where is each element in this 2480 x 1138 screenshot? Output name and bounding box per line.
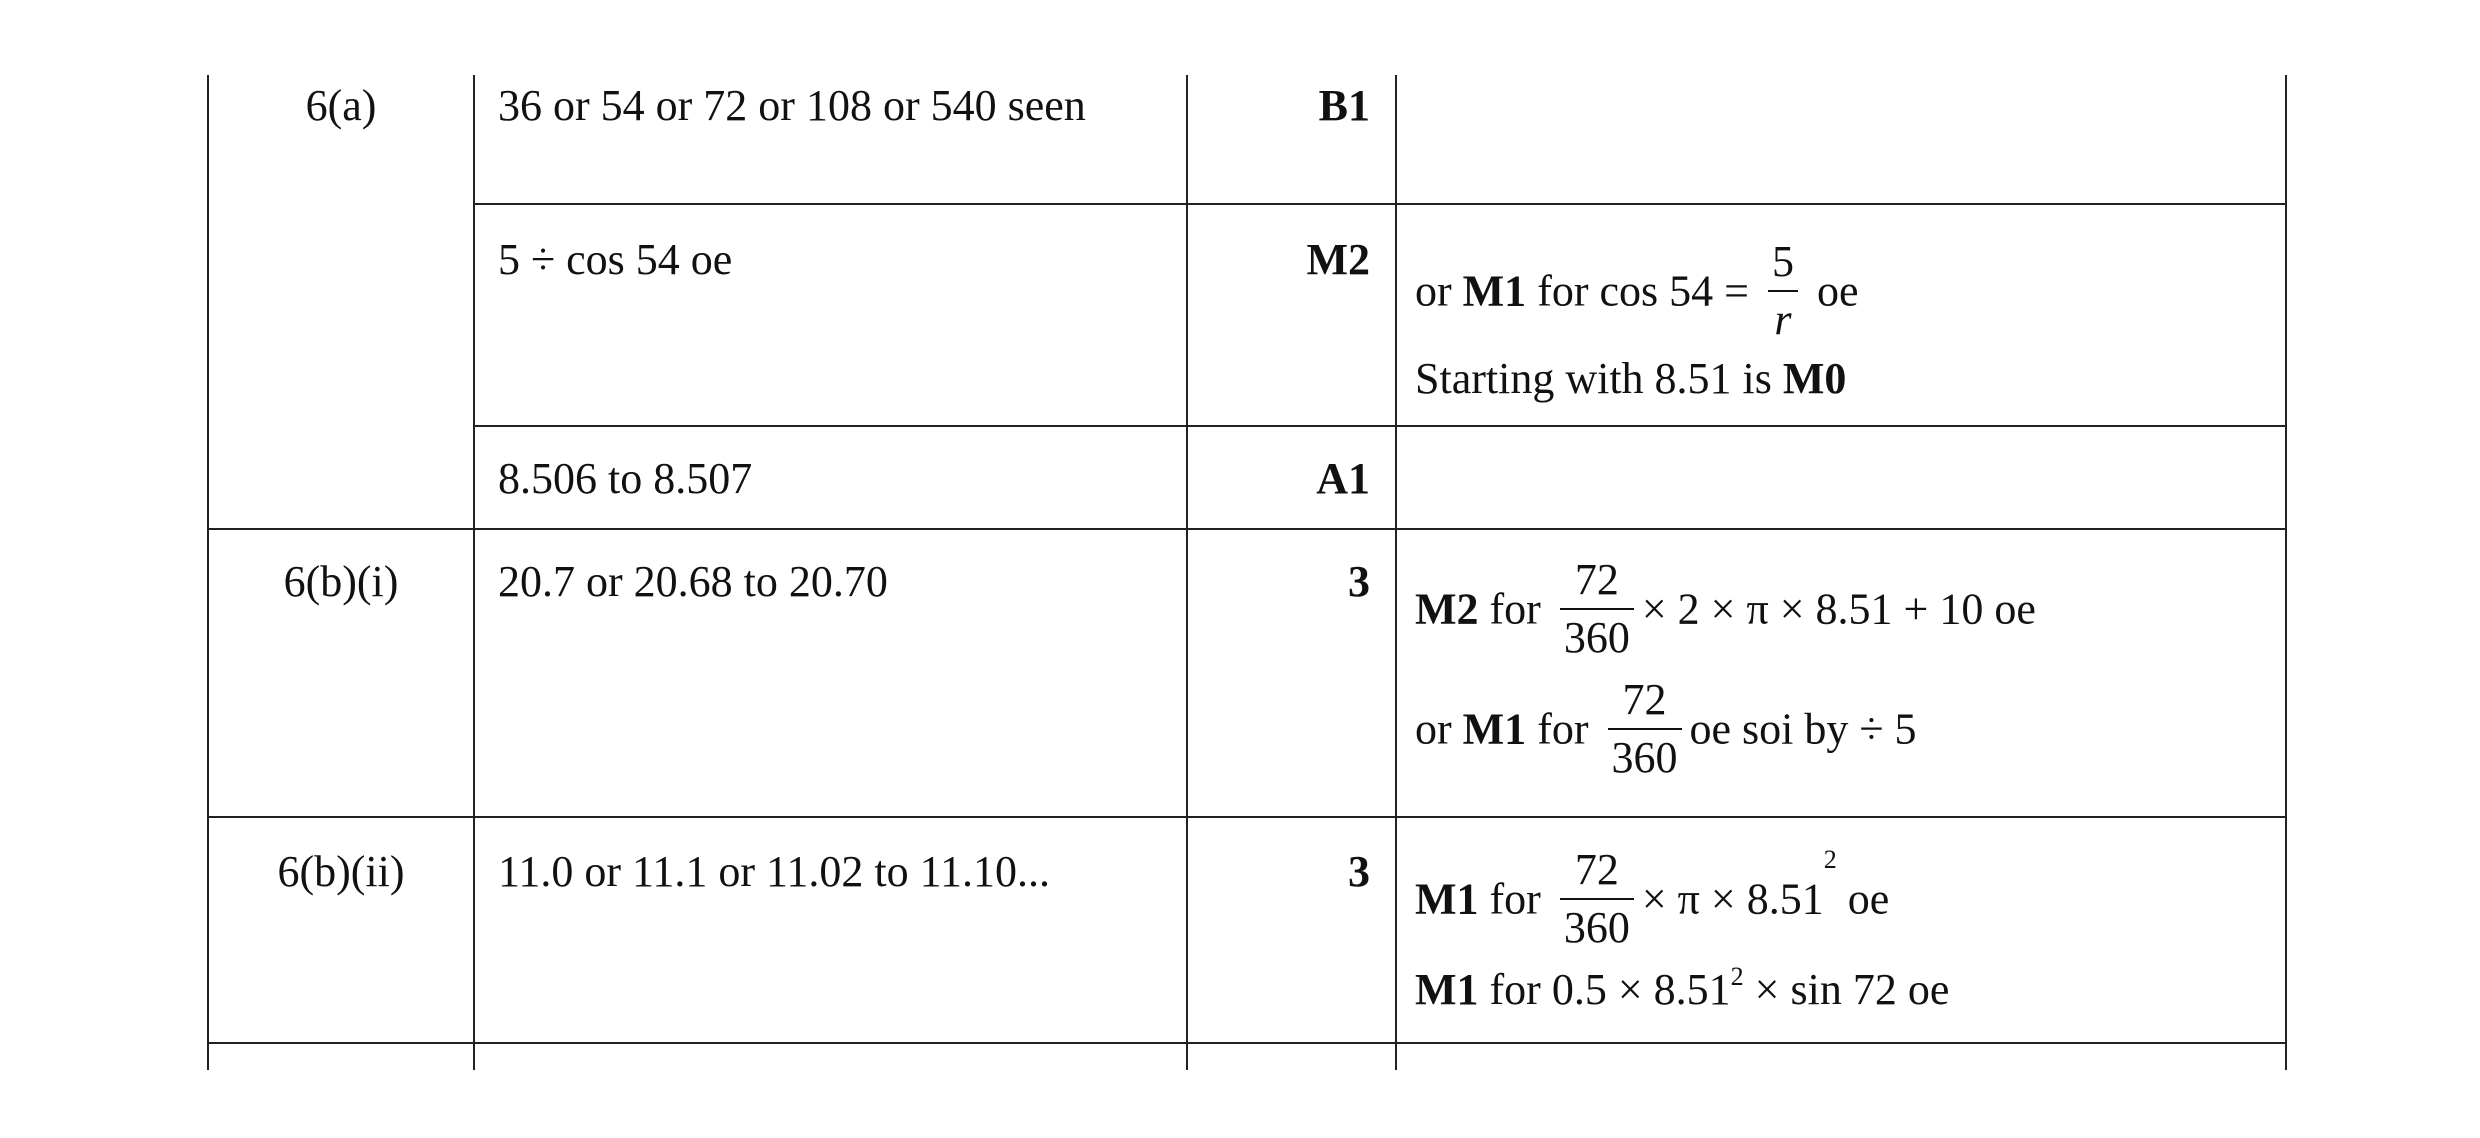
fraction bbox=[1560, 556, 1634, 663]
column-divider-marks bbox=[1395, 75, 1397, 1070]
guidance-line bbox=[1415, 675, 1917, 787]
guidance-text: × 2 × π × 8.51 + 10 oe bbox=[1641, 584, 2036, 634]
guidance-text: for bbox=[1478, 874, 1552, 924]
mark-code: 3 bbox=[1348, 557, 1370, 606]
mark-code-inline: M0 bbox=[1782, 354, 1847, 403]
mark-code-inline: M1 bbox=[1415, 965, 1479, 1014]
row-divider bbox=[207, 528, 2287, 530]
fraction-numerator: 5 bbox=[1768, 238, 1798, 292]
guidance-text: oe soi by ÷ 5 bbox=[1689, 704, 1917, 754]
answer-text: 36 or 54 or 72 or 108 or 540 seen bbox=[498, 81, 1086, 130]
guidance-text: for bbox=[1526, 704, 1600, 754]
guidance-text: for bbox=[1478, 584, 1552, 634]
row-divider bbox=[207, 816, 2287, 818]
guidance-text: oe bbox=[1805, 266, 1859, 316]
fraction-denominator: 360 bbox=[1611, 733, 1678, 783]
mark-code-inline: M1 bbox=[1462, 704, 1527, 754]
row-divider bbox=[207, 1042, 2287, 1044]
fraction-denominator: r bbox=[1774, 295, 1792, 345]
guidance-text: × π × 8.51 bbox=[1641, 874, 1824, 924]
column-divider-question bbox=[473, 75, 475, 1070]
guidance-text: or bbox=[1415, 704, 1463, 754]
fraction-denominator: 360 bbox=[1563, 613, 1630, 663]
guidance-line bbox=[1415, 962, 1950, 1014]
mark-code: B1 bbox=[1318, 81, 1370, 130]
question-label: 6(b)(ii) bbox=[277, 847, 405, 896]
guidance-line bbox=[1415, 845, 1890, 957]
guidance-line bbox=[1415, 354, 1847, 403]
mark-code: A1 bbox=[1316, 454, 1370, 503]
guidance-text: or bbox=[1415, 266, 1463, 316]
answer-text: 8.506 to 8.507 bbox=[498, 454, 753, 503]
fraction bbox=[1768, 238, 1798, 345]
fraction bbox=[1560, 846, 1634, 953]
fraction bbox=[1608, 676, 1682, 783]
question-label: 6(b)(i) bbox=[283, 557, 399, 606]
mark-code: 3 bbox=[1348, 847, 1370, 896]
fraction-numerator: 72 bbox=[1560, 846, 1634, 900]
answer-text: 5 ÷ cos 54 oe bbox=[498, 235, 733, 284]
mark-code-inline: M1 bbox=[1462, 266, 1527, 316]
guidance-text: oe bbox=[1836, 874, 1890, 924]
guidance-text: × sin 72 oe bbox=[1743, 965, 1950, 1014]
guidance-text: Starting with 8.51 is bbox=[1415, 354, 1783, 403]
row-divider bbox=[473, 203, 2287, 205]
guidance-line bbox=[1415, 237, 1859, 349]
guidance-line bbox=[1415, 555, 2036, 667]
mark-code: M2 bbox=[1306, 235, 1370, 284]
mark-code-inline: M1 bbox=[1415, 874, 1479, 924]
answer-text: 20.7 or 20.68 to 20.70 bbox=[498, 557, 888, 606]
table-border-right bbox=[2285, 75, 2287, 1070]
row-divider bbox=[473, 425, 2287, 427]
fraction-denominator: 360 bbox=[1563, 903, 1630, 953]
mark-code-inline: M2 bbox=[1415, 584, 1479, 634]
question-label: 6(a) bbox=[305, 81, 377, 130]
answer-text: 11.0 or 11.1 or 11.02 to 11.10... bbox=[498, 847, 1050, 896]
fraction-numerator: 72 bbox=[1560, 556, 1634, 610]
guidance-text: for cos 54 = bbox=[1526, 266, 1760, 316]
fraction-numerator: 72 bbox=[1608, 676, 1682, 730]
superscript: 2 bbox=[1730, 962, 1744, 991]
guidance-text: for 0.5 × 8.51 bbox=[1478, 965, 1731, 1014]
superscript: 2 bbox=[1823, 845, 1837, 874]
